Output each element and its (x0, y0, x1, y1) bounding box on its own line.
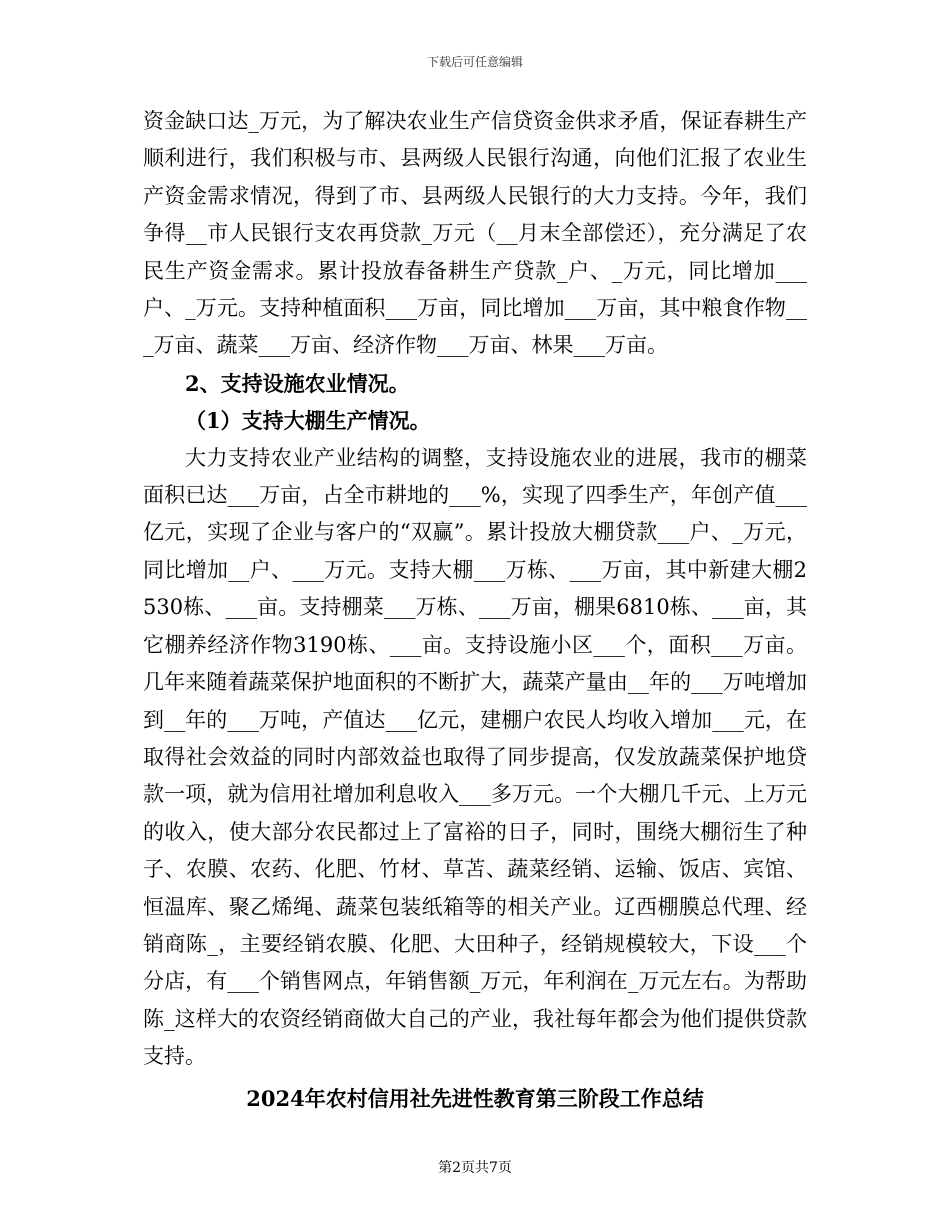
paragraph-greenhouse: 大力支持农业产业结构的调整，支持设施农业的进展，我市的棚菜面积已达___万亩，占全市耕地的___%，实现了四季生产，年创产值___亿元，实现了企业与客户的“双赢”。累计投放大棚贷款___户、_万元，同比增加__户、___万元。支持大棚___万栋、___万亩，其中新建大棚2530栋、___亩。支持棚菜___万栋、___万亩，棚果6810栋、___亩，其它棚养经济作物3190栋、___亩。支持设施小区___个，面积___万亩。几年来随着蔬菜保护地面积的不断扩大，蔬菜产量由__年的___万吨增加到__年的___万吨，产值达___亿元，建棚户农民人均收入增加___元，在取得社会效益的同时内部效益也取得了同步提高，仅发放蔬菜保护地贷款一项，就为信用社增加利息收入___多万元。一个大棚几千元、上万元的收入，使大部分农民都过上了富裕的日子，同时，围绕大棚衍生了种子、农膜、农药、化肥、竹材、草苫、蔬菜经销、运输、饭店、宾馆、恒温库、聚乙烯绳、蔬菜包装纸箱等的相关产业。辽西棚膜总代理、经销商陈_，主要经销农膜、化肥、大田种子，经销规模较大，下设___个分店，有___个销售网点，年销售额_万元，年利润在_万元左右。为帮助陈_这样大的农资经销商做大自己的产业，我社每年都会为他们提供贷款支持。 (143, 445, 807, 1069)
section-heading: 2、支持设施农业情况。 (185, 370, 410, 396)
subsection-heading: （1）支持大棚生产情况。 (185, 408, 431, 434)
paragraph-funding: 资金缺口达_万元，为了解决农业生产信贷资金供求矛盾，保证春耕生产顺利进行，我们积极与市、县两级人民银行沟通，向他们汇报了农业生产资金需求情况，得到了市、县两级人民银行的大力支持。今年，我们争得__市人民银行支农再贷款_万元（__月末全部偿还），充分满足了农民生产资金需求。累计投放春备耕生产贷款_户、_万元，同比增加___户、_万元。支持种植面积___万亩，同比增加___万亩，其中粮食作物___万亩、蔬菜___万亩、经济作物___万亩、林果___万亩。 (143, 109, 807, 358)
page-header: 下载后可任意编辑 (426, 55, 523, 69)
document-body (143, 103, 807, 1117)
page-footer: 第2页共7页 (438, 1160, 512, 1176)
document-title: 2024年农村信用社先进性教育第三阶段工作总结 (246, 1085, 704, 1111)
